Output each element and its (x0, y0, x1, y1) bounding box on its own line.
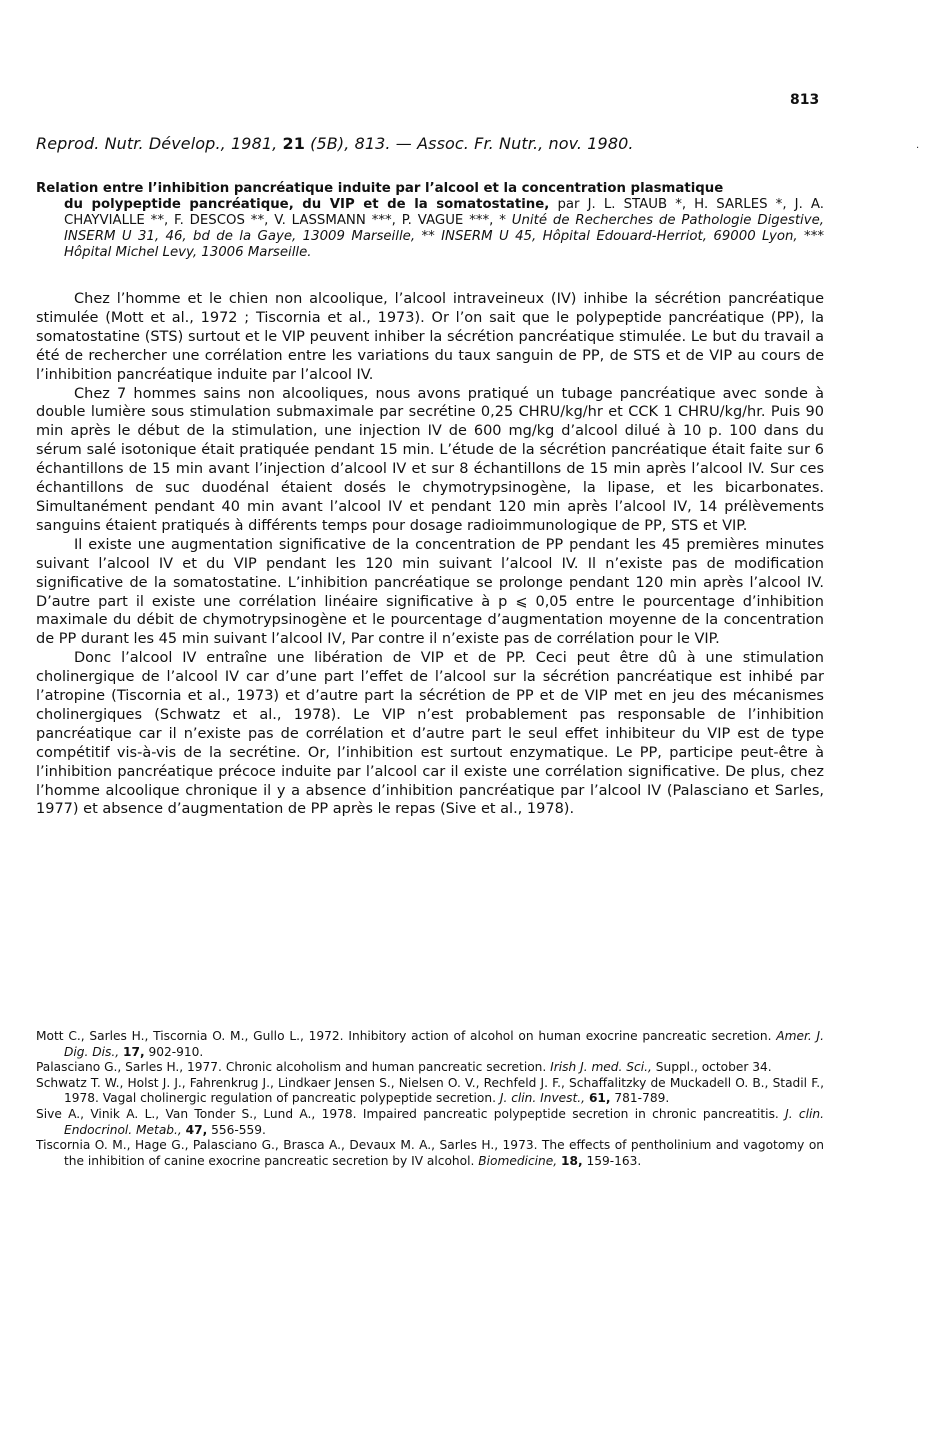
reference-authors: Mott C., Sarles H., Tiscornia O. M., Gullo L., 1972. (36, 1029, 344, 1043)
article-title-line2: du polypeptide pancréatique, du VIP et de la somatostatine, (64, 197, 550, 212)
page-number: 813 (790, 92, 820, 108)
reference-item (36, 1107, 824, 1138)
reference-authors: Tiscornia O. M., Hage G., Palasciano G., Brasca A., Devaux M. A., Sarles H., 1973. (36, 1138, 538, 1153)
body-paragraph: Chez l’homme et le chien non alcoolique, l’alcool intraveineux (IV) inhibe la sécrétion pancréatique stimulée (Mott et al., 1972 ; Tiscornia et al., 1973). Or l’on sait que le polypeptide pancréatique (PP), la somatostatine (STS) surtout et le VIP peuvent inhiber la sécrétion pancréatique stimulée. Le but du travail a été de rechercher une corrélation entre les variations du taux sanguin de PP, de STS et de VIP au cours de l’inhibition pancréatique induite par l’alcool IV. (36, 291, 824, 383)
reference-journal: J. clin. Endocrinol. Metab., (64, 1106, 824, 1137)
reference-title: The effects of pentholinium and vagotomy on the inhibition of canine exocrine pancreatic secretion by IV alcohol. (64, 1138, 824, 1168)
reference-pages: 159-163. (586, 1153, 642, 1168)
reference-authors: Schwatz T. W., Holst J. J., Fahrenkrug J., Lindkaer Jensen S., Nielsen O. V., Rechfeld J. F., Schaffalitzky de Muckadell O. B., Stadil F., 1978. (36, 1075, 824, 1106)
reference-authors: Sive A., Vinik A. L., Van Tonder S., Lund A., 1978. (36, 1106, 357, 1121)
reference-title: Chronic alcoholism and human pancreatic secretion. (225, 1060, 547, 1075)
reference-list (36, 1029, 824, 1169)
citation-volume: 21 (282, 134, 305, 153)
reference-item (36, 1060, 824, 1076)
reference-journal: Amer. J. Dig. Dis., (64, 1029, 825, 1059)
reference-journal: Irish J. med. Sci., (550, 1060, 652, 1075)
reference-pages: 556-559. (211, 1122, 266, 1137)
citation-issue-pages: (5B), 813. — (310, 134, 412, 153)
reference-volume: 18, (561, 1153, 583, 1168)
reference-pages: Suppl., october 34. (655, 1060, 772, 1075)
journal-name: Reprod. Nutr. Dévelop., (36, 134, 226, 153)
citation-year: 1981, (231, 134, 278, 153)
article-header (36, 181, 824, 261)
reference-pages: 902-910. (148, 1044, 204, 1059)
reference-title: Impaired pancreatic polypeptide secretion in chronic pancreatitis. (362, 1106, 779, 1121)
reference-volume: 17, (123, 1044, 145, 1059)
reference-journal: Biomedicine, (478, 1153, 558, 1168)
reference-item (36, 1029, 824, 1060)
body-paragraph: Chez 7 hommes sains non alcooliques, nous avons pratiqué un tubage pancréatique avec sonde à double lumière sous stimulation submaximale par secrétine 0,25 CHRU/kg/hr et CCK 1 CHRU/kg/hr. Puis 90 min après le début de la stimulation, une injection IV de 600 mg/kg d’alcool dilué à 10 p. 100 dans du sérum salé isotonique était pratiquée pendant 15 min. L’étude de la sécrétion pancréatique était faite sur 6 échantillons de 15 min avant l’injection d’alcool IV et sur 8 échantillons de 15 min après l’alcool IV. Sur ces échantillons de suc duodénal étaient dosés le chymotrypsinogène, la lipase, et les bicarbonates. Simultanément pendant 40 min avant l’alcool IV et pendant 120 min après l’alcool IV, 14 prélèvements sanguins étaient pratiqués à différents temps pour dosage radioimmunologique de PP, STS et VIP. (36, 385, 824, 534)
reference-volume: 47, (185, 1122, 208, 1137)
reference-title: Inhibitory action of alcohol on human exocrine pancreatic secretion. (348, 1029, 772, 1043)
body-paragraph: Donc l’alcool IV entraîne une libération de VIP et de PP. Ceci peut être dû à une stimulation cholinergique de l’alcool IV car d’une part l’effet de l’alcool sur la sécrétion pancréatique est inhibé par l’atropine (Tiscornia et al., 1973) et d’autre part la sécrétion de PP et de VIP met en jeu des mécanismes cholinergiques (Schwatz et al., 1978). Le VIP n’est probablement pas responsable de l’inhibition pancréatique car il n’existe pas de corrélation et d’autre part le seul effet inhibiteur du VIP est de type compétitif vis-à-vis de la secrétine. Or, l’inhibition est surtout enzymatique. Le PP, participe peut-être à l’inhibition pancréatique précoce induite par l’alcool car il existe une corrélation significative. De plus, chez l’homme alcoolique chronique il y a absence d’inhibition pancréatique par l’alcool IV (Palasciano et Sarles, 1977) et absence d’augmentation de PP après le repas (Sive et al., 1978). (36, 650, 824, 818)
reference-volume: 61, (588, 1091, 611, 1106)
reference-authors: Palasciano G., Sarles H., 1977. (36, 1060, 222, 1075)
article-title-line1: Relation entre l’inhibition pancréatique induite par l’alcool et la concentration plasmatique (36, 181, 724, 196)
reference-journal: J. clin. Invest., (499, 1091, 586, 1106)
reference-title: Vagal cholinergic regulation of pancreatic polypeptide secretion. (102, 1091, 496, 1106)
body-paragraph: Il existe une augmentation significative de la concentration de PP pendant les 45 premières minutes suivant l’alcool IV et du VIP pendant les 120 min suivant l’alcool IV. Il n’existe pas de modification significative de la somatostatine. L’inhibition pancréatique se prolonge pendant 120 min après l’alcool IV. D’autre part il existe une corrélation linéaire significative à p ⩽ 0,05 entre le pourcentage d’inhibition maximale du débit de chymotrypsinogène et le pourcentage d’augmentation moyenne de la concentration de PP durant les 45 min suivant l’alcool IV, Par contre il n’existe pas de corrélation pour le VIP. (36, 536, 824, 648)
citation-association: Assoc. Fr. Nutr., nov. 1980. (417, 134, 634, 153)
reference-item (36, 1076, 824, 1107)
reference-pages: 781-789. (614, 1091, 670, 1106)
journal-citation (36, 134, 634, 153)
margin-dot: · (916, 143, 920, 154)
reference-item (36, 1138, 824, 1169)
article-body (36, 290, 824, 819)
article-authors: par J. L. STAUB *, H. SARLES *, J. A. CHAYVIALLE **, F. DESCOS **, V. LASSMANN ***, P. VAGUE ***, (64, 197, 825, 228)
article-header-continuation (36, 197, 824, 261)
article-affiliations: * Unité de Recherches de Pathologie Digestive, INSERM U 31, 46, bd de la Gaye, 13009 Marseille, ** INSERM U 45, Hôpital Edouard-Herriot, 69000 Lyon, *** Hôpital Michel Levy, 13006 Marseille. (64, 213, 825, 260)
